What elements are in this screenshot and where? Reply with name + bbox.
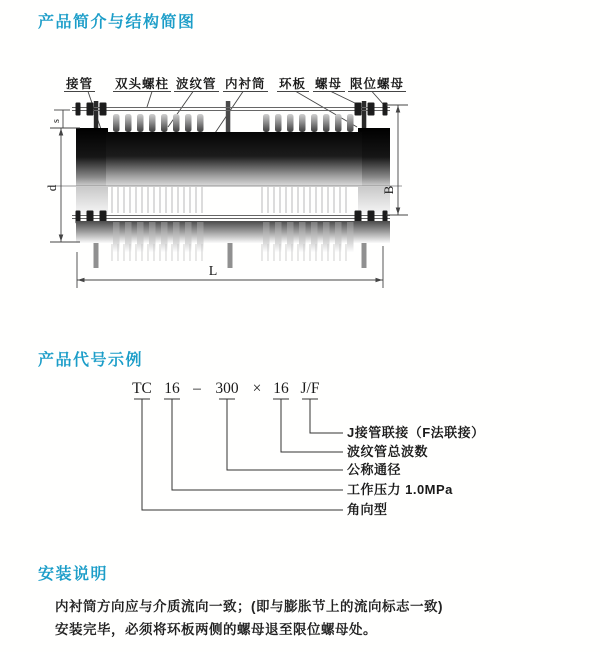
callout-angular-type: 角向型 xyxy=(347,502,388,517)
section-heading-code-example: 产品代号示例 xyxy=(38,352,144,369)
code-part-pressure: 16 xyxy=(164,380,180,397)
code-part-diameter: 300 xyxy=(215,380,239,397)
dimension-letter-B: B xyxy=(381,185,396,195)
install-line-2: 安装完毕，必须将环板两侧的螺母退至限位螺母处。 xyxy=(55,622,377,637)
install-instructions xyxy=(55,595,555,641)
section-heading-install: 安装说明 xyxy=(38,566,109,583)
dimension-letter-L: L xyxy=(208,264,218,279)
code-callout-labels xyxy=(347,425,485,517)
code-part-waves: 16 xyxy=(273,380,289,397)
code-part-times: × xyxy=(252,380,262,397)
label-limit-nut: 限位螺母 xyxy=(350,77,405,91)
code-part-dash: – xyxy=(193,380,201,397)
callout-working-pressure: 工作压力 1.0MPa xyxy=(347,482,453,497)
label-double-end-stud: 双头螺柱 xyxy=(115,77,170,91)
code-part-connection: J/F xyxy=(300,380,320,397)
dimension-letter-d: d xyxy=(44,184,59,192)
dimension-letter-s: s xyxy=(51,119,62,123)
label-connection-pipe: 接管 xyxy=(66,77,94,91)
callout-wave-count: 波纹管总波数 xyxy=(347,444,429,459)
code-parts xyxy=(132,380,320,397)
label-nut: 螺母 xyxy=(315,77,343,91)
callout-connection: J接管联接（F法联接） xyxy=(347,425,485,440)
label-bellows: 波纹管 xyxy=(176,77,217,91)
label-ring-plate: 环板 xyxy=(279,77,307,91)
code-callout-lines xyxy=(134,399,343,510)
install-line-1: 内衬筒方向应与介质流向一致；(即与膨胀节上的流向标志一致) xyxy=(55,599,443,614)
code-part-type: TC xyxy=(132,380,152,397)
label-inner-liner: 内衬筒 xyxy=(225,77,266,91)
callout-nominal-diameter: 公称通径 xyxy=(347,462,402,477)
section-heading-intro: 产品简介与结构简图 xyxy=(38,14,196,31)
